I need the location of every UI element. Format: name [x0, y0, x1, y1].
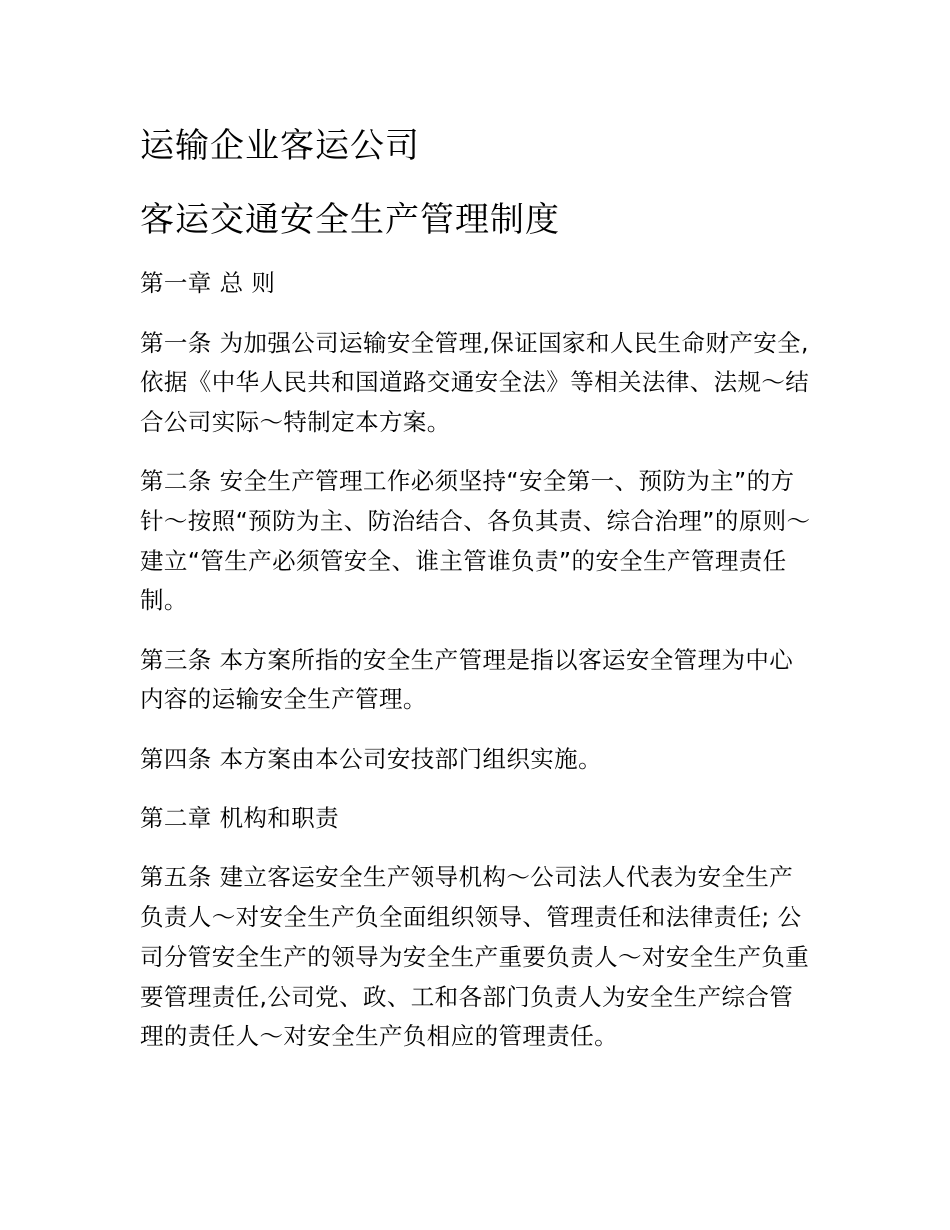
article-5: 第五条 建立客运安全生产领导机构～公司法人代表为安全生产负责人～对安全生产负全面组织领导、管理责任和法律责任; 公司分管安全生产的领导为安全生产重要负责人～对安全生产负重要管理责任,公司党、政、工和各部门负责人为安全生产综合管理的责任人～对安全生产负相应的管理责任。: [140, 863, 810, 1051]
chapter-heading-1: 第一章 总 则: [140, 269, 276, 297]
article-2: 第二条 安全生产管理工作必须坚持“安全第一、预防为主”的方针～按照“预防为主、防治结合、各负其责、综合治理”的原则～建立“管生产必须管安全、谁主管谁负责”的安全生产管理责任制。: [140, 467, 811, 615]
chapter-heading-2: 第二章 机构和职责: [140, 803, 340, 832]
document-body: [140, 122, 812, 1076]
article-4: 第四条 本方案由本公司安技部门组织实施。: [140, 744, 602, 773]
document-title-line-1: 运输企业客运公司: [140, 126, 420, 166]
document-title-line-2: 客运交通安全生产管理制度: [140, 200, 560, 240]
article-3: 第三条 本方案所指的安全生产管理是指以客运安全管理为中心内容的运输安全生产管理。: [140, 645, 794, 714]
article-1: 第一条 为加强公司运输安全管理,保证国家和人民生命财产安全,依据《中华人民共和国道路交通安全法》等相关法律、法规～结合公司实际～特制定本方案。: [140, 328, 810, 437]
